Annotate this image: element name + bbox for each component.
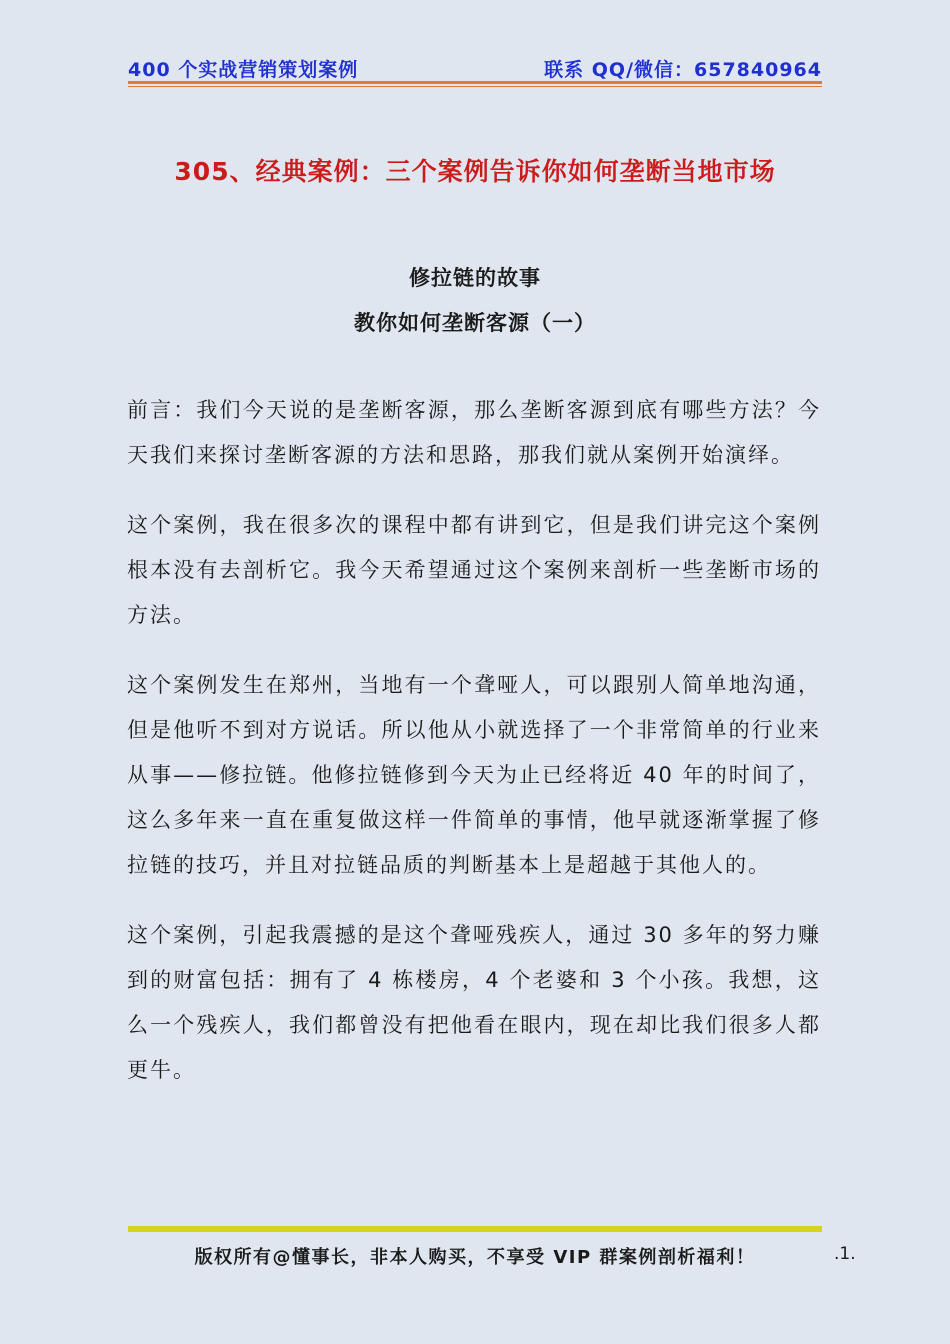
paragraph: 这个案例，我在很多次的课程中都有讲到它，但是我们讲完这个案例根本没有去剖析它。我今天希望通过这个案例来剖析一些垄断市场的方法。 — [127, 513, 821, 627]
footer-copyright: 版权所有@懂事长，非本人购买，不享受 VIP 群案例剖析福利！ — [194, 1247, 756, 1268]
paragraph: 这个案例，引起我震撼的是这个聋哑残疾人，通过 30 多年的努力赚到的财富包括：拥有了 4 栋楼房，4 个老婆和 3 个小孩。我想，这么一个残疾人，我们都曾没有把他看在眼内，现在却比我们很多人都更牛。 — [127, 923, 821, 1082]
header-series-title: 400 个实战营销策划案例 — [128, 59, 359, 81]
paragraph: 这个案例发生在郑州，当地有一个聋哑人，可以跟别人简单地沟通，但是他听不到对方说话。所以他从小就选择了一个非常简单的行业来从事——修拉链。他修拉链修到今天为止已经将近 40 年的时间了，这么多年来一直在重复做这样一件简单的事情，他早就逐渐掌握了修拉链的技巧，并且对拉链品质的判断基本上是超越于其他人的。 — [127, 673, 821, 877]
header-contact: 联系 QQ/微信：657840964 — [544, 59, 822, 81]
paragraph-preface: 前言：我们今天说的是垄断客源，那么垄断客源到底有哪些方法？今天我们来探讨垄断客源的方法和思路，那我们就从案例开始演绎。 — [127, 398, 821, 467]
document-title: 305、经典案例：三个案例告诉你如何垄断当地市场 — [174, 157, 776, 186]
body-text — [127, 388, 821, 1118]
header-rule-thick — [128, 81, 822, 84]
page-number: .1. — [834, 1244, 856, 1264]
page-header — [128, 52, 822, 82]
footer-rule — [128, 1226, 822, 1232]
header-rule-thin — [128, 86, 822, 87]
subtitle-line-2: 教你如何垄断客源（一） — [354, 311, 596, 335]
subtitle-line-1: 修拉链的故事 — [409, 266, 541, 290]
